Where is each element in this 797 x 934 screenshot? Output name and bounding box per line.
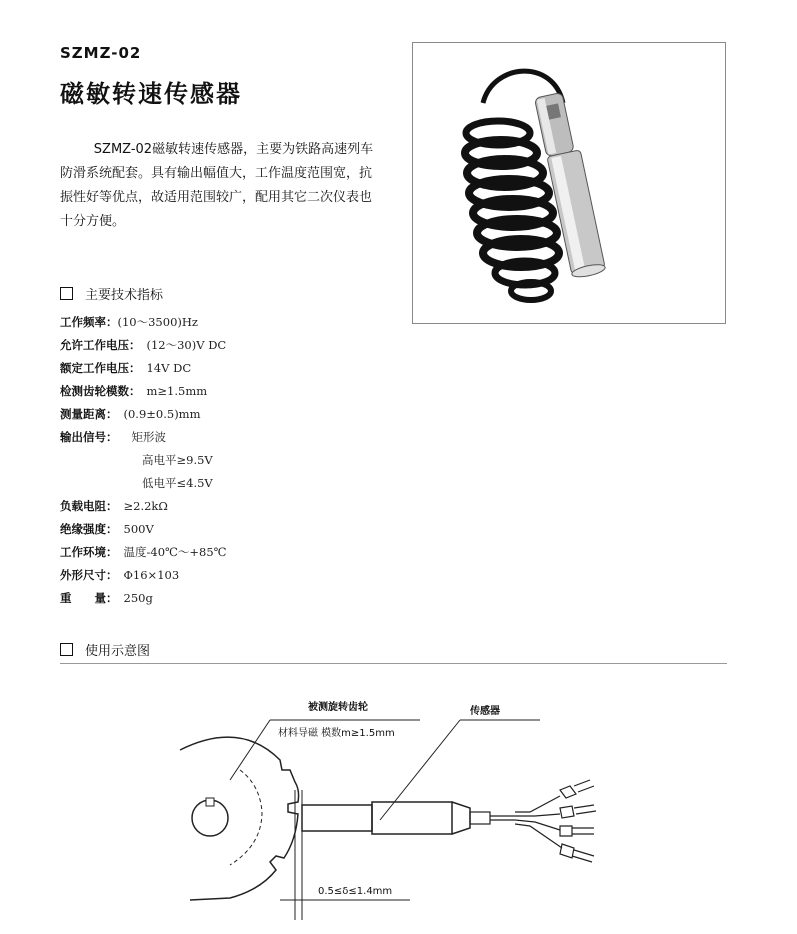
checkbox-square-icon	[60, 287, 73, 300]
spec-row-environment: 工作环境： 温度-40℃～+85℃	[60, 545, 227, 559]
product-photo	[412, 42, 726, 324]
intro-paragraph: SZMZ-02磁敏转速传感器，主要为铁路高速列车防滑系统配套。具有输出幅值大，工作温度范围宽，抗振性好等优点，故适用范围较广，配用其它二次仪表也十分方便。	[60, 142, 374, 229]
spec-row-weight: 重 量： 250g	[60, 591, 153, 605]
model-number: SZMZ-02	[60, 44, 142, 62]
spec-row-output-signal: 输出信号： 矩形波	[60, 430, 166, 444]
label-gap: 0.5≤δ≤1.4mm	[318, 886, 393, 897]
spec-row-frequency: 工作频率：(10～3500)Hz	[60, 315, 198, 329]
page-title: 磁敏转速传感器	[60, 80, 242, 108]
usage-heading: 使用示意图	[60, 640, 150, 659]
section-divider	[60, 663, 727, 664]
checkbox-square-icon	[60, 643, 73, 656]
output-high-level: 高电平≥9.5V	[142, 453, 213, 467]
usage-diagram	[170, 690, 630, 930]
spec-row-voltage-range: 允许工作电压： (12～30)V DC	[60, 338, 227, 352]
label-gear: 被测旋转齿轮	[308, 702, 368, 713]
label-material: 材料导磁 模数m≥1.5mm	[278, 728, 395, 739]
spec-row-distance: 测量距离： (0.9±0.5)mm	[60, 407, 201, 421]
output-low-level: 低电平≤4.5V	[142, 476, 213, 490]
spec-row-dimensions: 外形尺寸： Φ16×103	[60, 568, 180, 582]
spec-row-rated-voltage: 额定工作电压： 14V DC	[60, 361, 192, 375]
spec-row-load-resistance: 负载电阻： ≥2.2kΩ	[60, 499, 168, 513]
label-sensor: 传感器	[470, 706, 500, 717]
spec-row-gear-module: 检测齿轮模数： m≥1.5mm	[60, 384, 208, 398]
spec-row-insulation: 绝缘强度： 500V	[60, 522, 154, 536]
sensor-illustration	[413, 43, 725, 323]
installation-diagram	[170, 690, 630, 930]
specs-heading: 主要技术指标	[60, 284, 163, 303]
